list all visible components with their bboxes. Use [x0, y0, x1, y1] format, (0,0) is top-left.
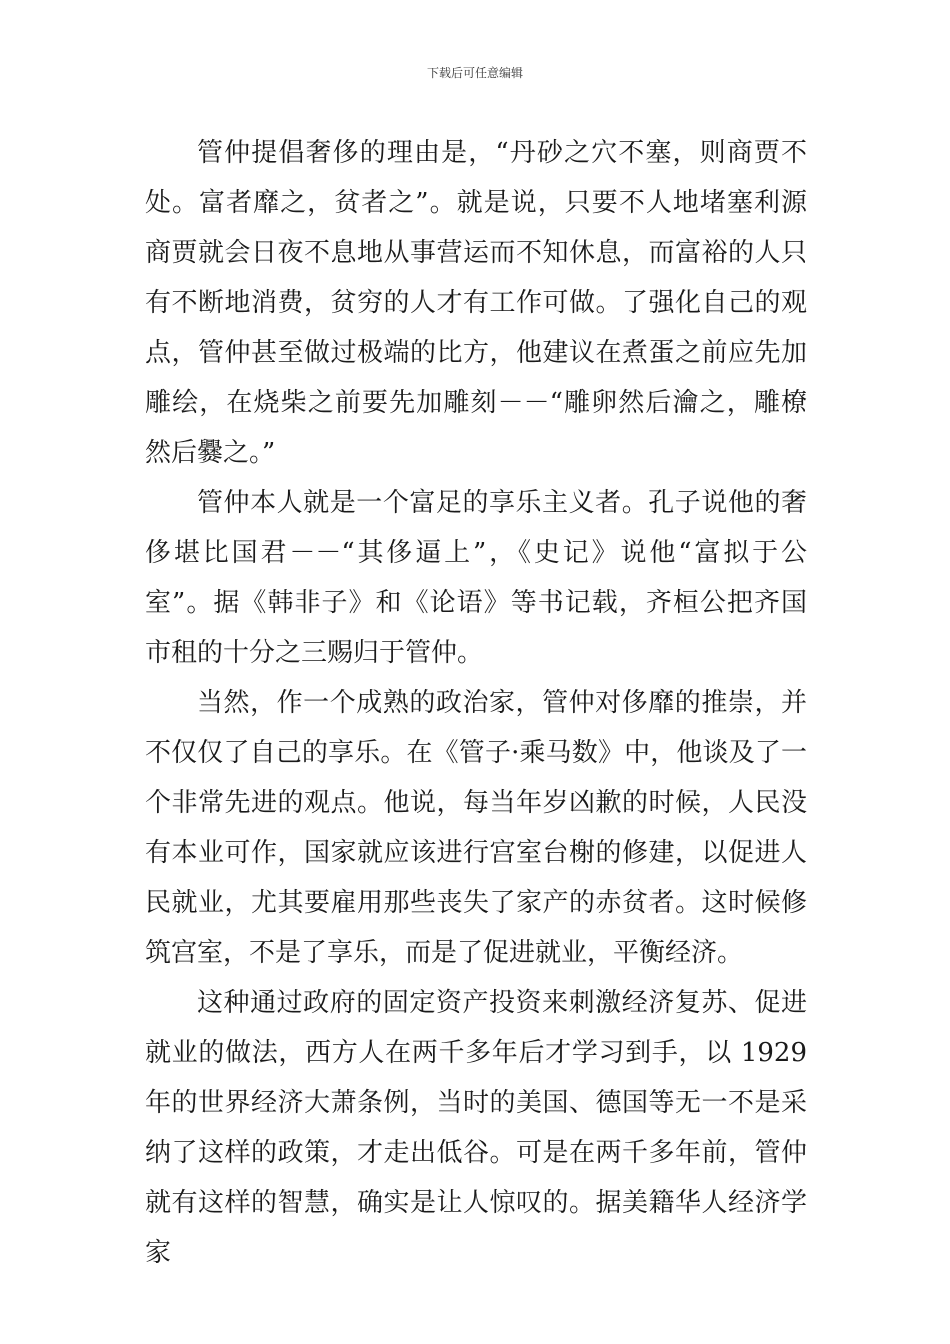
document-body [145, 128, 807, 1268]
paragraph-1: 管仲提倡奢侈的理由是，“丹砂之穴不塞，则商贾不处。富者靡之，贫者之”。就是说，只要不人地堵塞利源商贾就会日夜不息地从事营运而不知休息，而富裕的人只有不断地消费，贫穷的人才有工作可做。了强化自己的观点，管仲甚至做过极端的比方，他建议在煮蛋之前应先加雕绘，在烧柴之前要先加雕刻－－“雕卵然后瀹之，雕橑然后爨之。” [145, 138, 807, 468]
paragraph-3: 当然，作一个成熟的政治家，管仲对侈靡的推崇，并不仅仅了自己的享乐。在《管子·乘马数》中，他谈及了一个非常先进的观点。他说，每当年岁凶歉的时候，人民没有本业可作，国家就应该进行宫室台榭的修建，以促进人民就业，尤其要雇用那些丧失了家产的赤贫者。这时候修筑宫室，不是了享乐，而是了促进就业，平衡经济。 [145, 688, 807, 968]
paragraph-2: 管仲本人就是一个富足的享乐主义者。孔子说他的奢侈堪比国君－－“其侈逼上”，《史记》说他“富拟于公室”。据《韩非子》和《论语》等书记载，齐桓公把齐国市租的十分之三赐归于管仲。 [145, 488, 807, 668]
paragraph-4: 这种通过政府的固定资产投资来刺激经济复苏、促进就业的做法，西方人在两千多年后才学习到手，以 1929 年的世界经济大萧条例，当时的美国、德国等无一不是采纳了这样的政策，才走出低谷。可是在两千多年前，管仲就有这样的智慧，确实是让人惊叹的。据美籍华人经济学家 [145, 988, 807, 1268]
page-header: 下载后可任意编辑 [426, 66, 523, 80]
